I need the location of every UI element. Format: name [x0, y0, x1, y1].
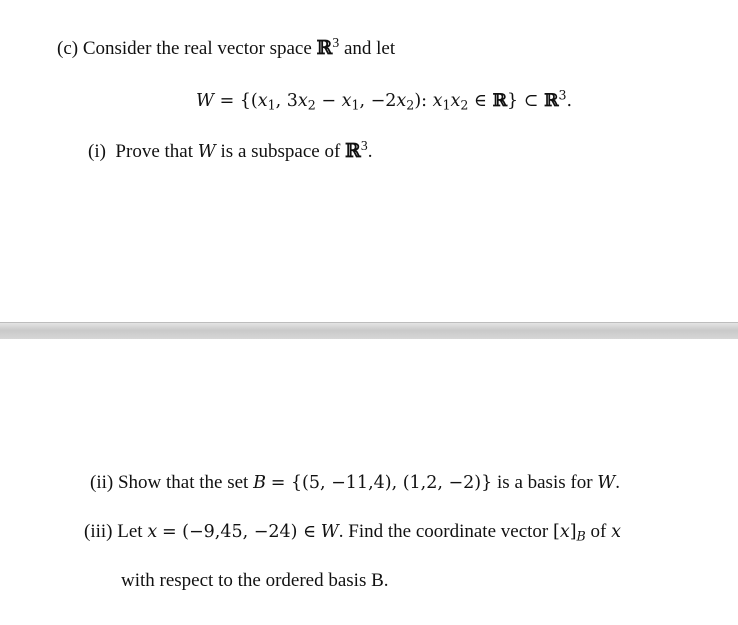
question-ii: (ii) Show that the set B = {(5, −11,4), (1,2, −2)} is a basis for W.	[90, 472, 621, 493]
page-break-divider	[0, 322, 738, 340]
part-c-intro: (c) Consider the real vector space ℝ$^3$ and let	[57, 35, 396, 59]
set-w-definition: $W = \{(x_1$, $3x_2 - x_1$, $-2x_2$): $x_1x_2$ ∈ ℝ} ⊂ ℝ$^3$.	[196, 87, 573, 113]
lower-page	[0, 339, 738, 625]
question-iii-line-1: (iii) Let x = (−9,45, −24) ∈ W. Find the coordinate vector $[x]_B$ of x	[84, 521, 621, 544]
question-iii-line-2: with respect to the ordered basis B.	[121, 570, 389, 591]
question-i: (i) Prove that W is a subspace of ℝ$^3$.	[88, 138, 373, 162]
